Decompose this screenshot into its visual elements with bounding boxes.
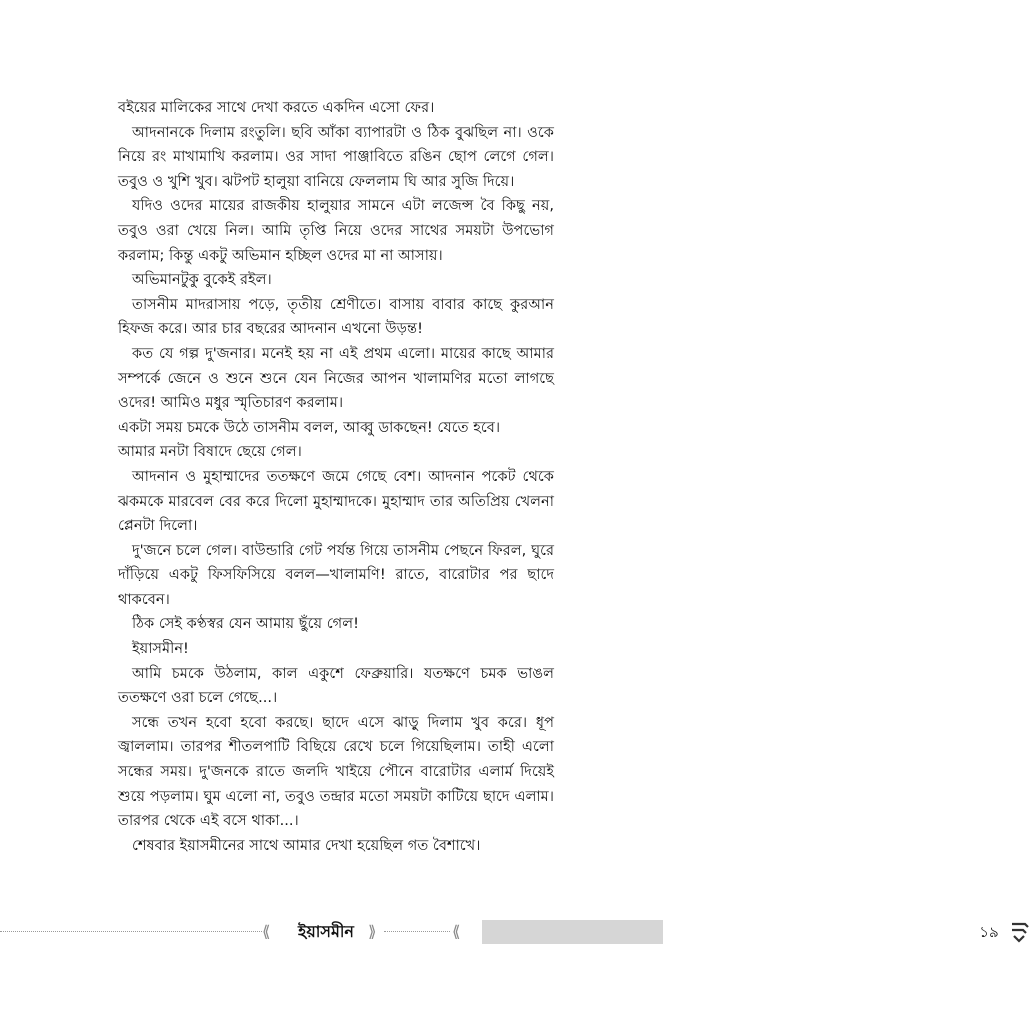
paragraph: তাসনীম মাদরাসায় পড়ে, তৃতীয় শ্রেণীতে। বাসায় বাবার কাছে কুরআন হিফজ করে। আর চার বছরের আদনান এখনো উড়ন্ত!	[118, 295, 554, 338]
paragraph: আদনান ও মুহাম্মাদের ততক্ষণে জমে গেছে বেশ। আদনান পকেট থেকে ঝকমকে মারবেল বের করে দিলো মুহাম্মাদকে। মুহাম্মাদ তার অতিপ্রিয় খেলনা প্লেনটা দিলো।	[118, 467, 554, 535]
body-text	[118, 96, 554, 858]
paragraph: আদনানকে দিলাম রংতুলি। ছবি আঁকা ব্যাপারটা ও ঠিক বুঝছিল না। ওকে নিয়ে রং মাখামাখি করলাম। ওর সাদা পাঞ্জাবিতে রঙিন ছোপ লেগে গেল। তবুও ও খুশি খুব। ঝটপট হালুয়া বানিয়ে ফেললাম ঘি আর সুজি দিয়ে।	[118, 123, 554, 190]
paragraph: দু'জনে চলে গেল। বাউন্ডারি গেট পর্যন্ত গিয়ে তাসনীম পেছনে ফিরল, ঘুরে দাঁড়িয়ে একটু ফিসফিসিয়ে বলল—খালামণি! রাতে, বারোটার পর ছাদে থাকবেন।	[118, 541, 554, 608]
running-title: ইয়াসমীন	[298, 922, 354, 941]
paragraph: অভিমানটুকু বুকেই রইল।	[132, 271, 272, 289]
page-number: ১৯	[979, 923, 999, 941]
chevron-ornament-icon: ⟨⟨	[452, 922, 457, 941]
paragraph: একটা সময় চমকে উঠে তাসনীম বলল, আব্বু ডাকছেন! যেতে হবে।	[118, 418, 501, 436]
page-mark-icon	[1009, 921, 1031, 943]
paragraph: ঠিক সেই কণ্ঠস্বর যেন আমায় ছুঁয়ে গেল!	[132, 615, 359, 633]
paragraph: আমি চমকে উঠলাম, কাল একুশে ফেব্রুয়ারি। যতক্ষণে চমক ভাঙল ততক্ষণে ওরা চলে গেছে...।	[118, 664, 554, 707]
paragraph: যদিও ওদের মায়ের রাজকীয় হালুয়ার সামনে এটা লজেন্স বৈ কিছু নয়, তবুও ওরা খেয়ে নিল। আমি তৃপ্তি নিয়ে ওদের সাথের সময়টা উপভোগ করলাম; কিন্তু একটু অভিমান হচ্ছিল ওদের মা না আসায়।	[118, 197, 554, 264]
footer-rule-middle	[384, 931, 450, 932]
paragraph: সন্ধে তখন হবো হবো করছে। ছাদে এসে ঝাড়ু দিলাম খুব করে। ধূপ জ্বাললাম। তারপর শীতলপাটি বিছিয়ে রেখে চলে গিয়েছিলাম। তাহী এলো সন্ধের সময়। দু'জনকে রাতে জলদি খাইয়ে পৌনে বারোটার এলার্ম দিয়েই শুয়ে পড়লাম। ঘুম এলো না, তবুও তন্দ্রার মতো সময়টা কাটিয়ে ছাদে এলাম। তারপর থেকে এই বসে থাকা...।	[118, 713, 554, 830]
page-footer	[0, 916, 999, 948]
page-number-tab	[482, 920, 999, 944]
chevron-ornament-icon: ⟨⟨	[262, 922, 267, 941]
paragraph: বইয়ের মালিকের সাথে দেখা করতে একদিন এসো ফের।	[118, 99, 435, 116]
chevron-ornament-icon: ⟩⟩	[368, 922, 373, 941]
paragraph: আমার মনটা বিষাদে ছেয়ে গেল।	[118, 443, 302, 461]
footer-rule-left	[0, 931, 262, 932]
paragraph: কত যে গল্প দু'জনার। মনেই হয় না এই প্রথম এলো। মায়ের কাছে আমার সম্পর্কে জেনে ও শুনে শুনে যেন নিজের আপন খালামণির মতো লাগছে ওদের! আমিও মধুর স্মৃতিচারণ করলাম।	[118, 344, 554, 412]
paragraph: শেষবার ইয়াসমীনের সাথে আমার দেখা হয়েছিল গত বৈশাখে।	[132, 836, 481, 854]
paragraph: ইয়াসমীন!	[132, 640, 189, 658]
